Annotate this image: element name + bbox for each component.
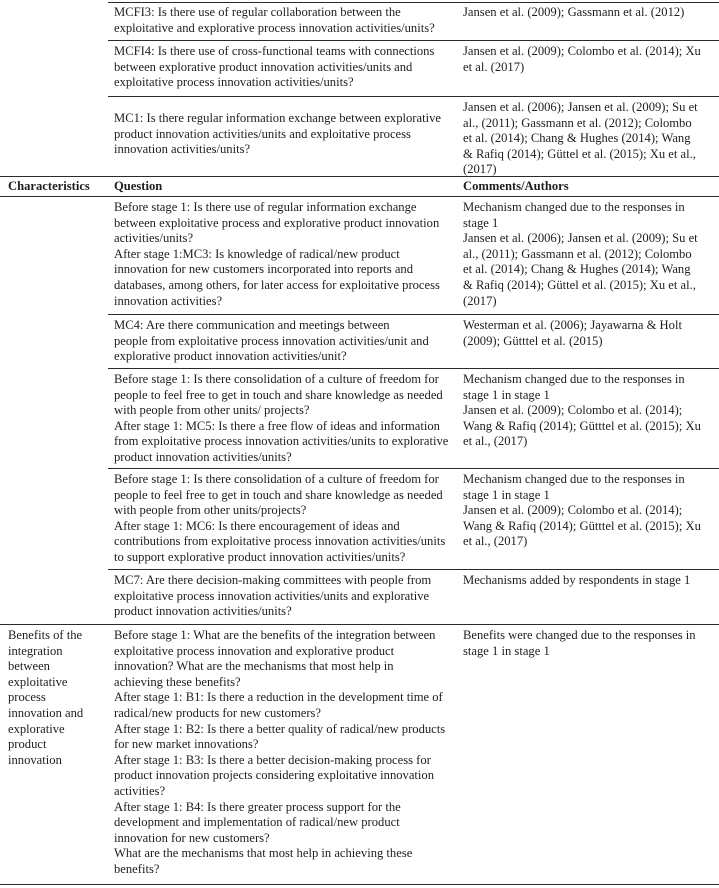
characteristic-cell bbox=[0, 5, 108, 36]
comments-line: Mechanism changed due to the responses in bbox=[463, 200, 685, 214]
question-line: After stage 1: MC5: Is there a free flow of ideas and information bbox=[114, 418, 440, 433]
table-row-mc4 bbox=[0, 318, 719, 365]
table-row-mc1 bbox=[0, 100, 719, 178]
characteristic-cell bbox=[0, 100, 108, 178]
question-line: innovation for new customers incorporated into reports and bbox=[114, 262, 414, 277]
header-question: Question bbox=[114, 179, 163, 193]
comments-line: Benefits were changed due to the responses in bbox=[463, 628, 696, 642]
comments-line: Jansen et al. (2009); Colombo et al. (2014); bbox=[463, 503, 683, 518]
table-row-mc5 bbox=[0, 372, 719, 466]
comments-cell bbox=[454, 372, 719, 466]
question-line: MC4: Are there communication and meetings between bbox=[114, 318, 390, 332]
question-line: MCFI3: Is there use of regular collaboration between the bbox=[114, 5, 401, 19]
table-rule bbox=[108, 2, 719, 3]
question-line: between exploitative process and explorative product innovation bbox=[114, 215, 440, 230]
question-line: with people from other units/projects? bbox=[114, 503, 307, 518]
question-line: between explorative product innovation activities/units and bbox=[114, 59, 413, 74]
question-line: Before stage 1: Is there consolidation of a culture of freedom for bbox=[114, 372, 439, 386]
characteristic-cell bbox=[0, 44, 108, 91]
comments-line: (2017) bbox=[463, 162, 497, 177]
characteristic-line: process bbox=[8, 690, 46, 705]
question-line: MC7: Are there decision-making committees with people from bbox=[114, 573, 432, 587]
characteristic-line: product bbox=[8, 737, 47, 752]
table-header-row bbox=[0, 179, 719, 195]
question-line: Before stage 1: Is there use of regular information exchange bbox=[114, 200, 417, 214]
question-line: activities/units? bbox=[114, 231, 194, 246]
comments-line: stage 1 in stage 1 bbox=[463, 387, 550, 402]
comments-cell bbox=[454, 100, 719, 178]
question-line: contributions from exploitative process innovation activities/units bbox=[114, 534, 446, 549]
table-row-mcfi3 bbox=[0, 5, 719, 36]
characteristic-line: integration bbox=[8, 643, 63, 658]
comments-line: stage 1 in stage 1 bbox=[463, 487, 550, 502]
comments-line: et al. (2014); Chang & Hughes (2014); Wang bbox=[463, 131, 691, 146]
characteristic-line: explorative bbox=[8, 721, 65, 736]
comments-cell bbox=[454, 318, 719, 365]
question-line: to support explorative product innovation activities/units? bbox=[114, 549, 406, 564]
question-line: product innovation activities/units? bbox=[114, 604, 292, 619]
characteristic-line: exploitative bbox=[8, 674, 68, 689]
question-line: After stage 1:MC3: Is knowledge of radical/new product bbox=[114, 246, 400, 261]
question-line: What are the mechanisms that most help in achieving these bbox=[114, 846, 413, 861]
question-line: for new market innovations? bbox=[114, 737, 259, 752]
table-row-mc3 bbox=[0, 200, 719, 309]
question-line: development and implementation of radical/new product bbox=[114, 815, 400, 830]
question-line: innovation activities? bbox=[114, 293, 223, 308]
question-line: Before stage 1: Is there consolidation of a culture of freedom for bbox=[114, 472, 439, 486]
table-rule bbox=[108, 314, 719, 315]
question-cell bbox=[108, 200, 454, 309]
question-line: Before stage 1: What are the benefits of the integration between bbox=[114, 628, 436, 642]
question-line: After stage 1: MC6: Is there encouragement of ideas and bbox=[114, 518, 400, 533]
comments-line: al., (2011); Gassmann et al. (2012); Colombo bbox=[463, 115, 692, 130]
question-cell bbox=[108, 100, 454, 178]
question-cell bbox=[108, 628, 454, 878]
comments-line: (2009); Gütttel et al. (2015) bbox=[463, 333, 603, 348]
question-line: After stage 1: B2: Is there a better quality of radical/new products bbox=[114, 721, 446, 736]
question-line: achieving these benefits? bbox=[114, 674, 241, 689]
question-line: with people from other units/ projects? bbox=[114, 403, 310, 418]
comments-cell bbox=[454, 44, 719, 91]
comments-cell bbox=[454, 472, 719, 566]
question-cell bbox=[108, 472, 454, 566]
characteristic-line: innovation bbox=[8, 752, 62, 767]
question-line: innovation for new customers? bbox=[114, 830, 270, 845]
characteristic-cell bbox=[0, 573, 108, 620]
header-comments: Comments/Authors bbox=[463, 179, 569, 193]
table-row-benefits bbox=[0, 628, 719, 878]
characteristic-cell bbox=[0, 200, 108, 309]
question-cell bbox=[108, 372, 454, 466]
comments-line: Jansen et al. (2009); Colombo et al. (2014); Xu bbox=[463, 44, 701, 58]
question-cell bbox=[108, 44, 454, 91]
question-line: radical/new products for new customers? bbox=[114, 705, 322, 720]
comments-line: Jansen et al. (2006); Jansen et al. (2009); Su et bbox=[463, 231, 698, 246]
comments-line: stage 1 bbox=[463, 215, 499, 230]
question-line: explorative product innovation activities/unit? bbox=[114, 349, 347, 364]
table-rule bbox=[108, 569, 719, 570]
question-line: exploitative process innovation activities/units? bbox=[114, 75, 354, 90]
table-rule bbox=[108, 96, 719, 97]
comments-cell bbox=[454, 5, 719, 36]
question-line: MC1: Is there regular information exchange between explorative bbox=[114, 111, 441, 125]
comments-line: Wang & Rafiq (2014); Gütttel et al. (2015); Xu bbox=[463, 418, 701, 433]
comments-line: & Rafiq (2014); Güttel et al. (2015); Xu et al., bbox=[463, 277, 696, 292]
question-line: people from exploitative process innovation activities/unit and bbox=[114, 333, 429, 348]
table-row-mc7 bbox=[0, 573, 719, 620]
header-characteristics: Characteristics bbox=[8, 179, 90, 193]
table-rule bbox=[0, 884, 719, 885]
question-line: innovation? What are the mechanisms that most help in bbox=[114, 659, 394, 674]
comments-line: Westerman et al. (2006); Jayawarna & Holt bbox=[463, 318, 682, 332]
question-line: MCFI4: Is there use of cross-functional teams with connections bbox=[114, 44, 435, 58]
table-rule bbox=[108, 40, 719, 41]
question-line: activities? bbox=[114, 783, 166, 798]
comments-line: et al. (2017) bbox=[463, 59, 525, 74]
question-line: innovation activities/units? bbox=[114, 142, 251, 157]
question-line: product innovation activities/units and exploitative process bbox=[114, 126, 411, 141]
question-line: from exploitative process innovation activities/units to explorative bbox=[114, 434, 449, 449]
question-line: product innovation projects considering exploitative innovation bbox=[114, 768, 435, 783]
question-line: After stage 1: B3: Is there a better decision-making process for bbox=[114, 752, 431, 767]
question-line: exploitative and explorative process innovation activities/units? bbox=[114, 20, 435, 35]
comments-line: Jansen et al. (2009); Gassmann et al. (2012) bbox=[463, 5, 685, 19]
question-cell bbox=[108, 5, 454, 36]
comments-line: Wang & Rafiq (2014); Gütttel et al. (2015); Xu bbox=[463, 518, 701, 533]
question-cell bbox=[108, 318, 454, 365]
characteristic-line: between bbox=[8, 659, 50, 674]
question-line: exploitative process innovation activities/units and explorative bbox=[114, 588, 430, 603]
table-row-mc6 bbox=[0, 472, 719, 566]
question-line: After stage 1: B1: Is there a reduction in the development time of bbox=[114, 690, 443, 705]
characteristic-cell bbox=[0, 628, 108, 878]
comments-line: et al., (2017) bbox=[463, 434, 528, 449]
comments-line: Jansen et al. (2009); Colombo et al. (2014); bbox=[463, 403, 683, 418]
characteristic-cell bbox=[0, 372, 108, 466]
comments-line: stage 1 in stage 1 bbox=[463, 643, 550, 658]
comments-line: al., (2011); Gassmann et al. (2012); Colombo bbox=[463, 246, 692, 261]
comments-cell bbox=[454, 200, 719, 309]
comments-line: & Rafiq (2014); Güttel et al. (2015); Xu et al., bbox=[463, 146, 696, 161]
table-rule bbox=[108, 468, 719, 469]
table-row-mcfi4 bbox=[0, 44, 719, 91]
table-rule bbox=[0, 196, 719, 197]
question-line: product innovation activities/units? bbox=[114, 449, 292, 464]
comments-line: Mechanism changed due to the responses in bbox=[463, 372, 685, 386]
characteristic-cell bbox=[0, 472, 108, 566]
comments-cell bbox=[454, 628, 719, 878]
characteristic-cell bbox=[0, 318, 108, 365]
comments-line: et al. (2014); Chang & Hughes (2014); Wang bbox=[463, 262, 691, 277]
comments-line: Jansen et al. (2006); Jansen et al. (2009); Su et bbox=[463, 100, 698, 114]
question-line: people to feel free to get in touch and share knowledge as needed bbox=[114, 487, 443, 502]
question-line: people to feel free to get in touch and share knowledge as needed bbox=[114, 387, 443, 402]
comments-line: et al., (2017) bbox=[463, 534, 528, 549]
question-line: benefits? bbox=[114, 861, 160, 876]
table-rule bbox=[0, 176, 719, 177]
comments-line: Mechanisms added by respondents in stage 1 bbox=[463, 573, 691, 587]
comments-line: (2017) bbox=[463, 293, 497, 308]
characteristic-line: Benefits of the bbox=[8, 628, 83, 642]
question-line: After stage 1: B4: Is there greater process support for the bbox=[114, 799, 401, 814]
comments-cell bbox=[454, 573, 719, 620]
table-rule bbox=[108, 368, 719, 369]
question-cell bbox=[108, 573, 454, 620]
comments-line: Mechanism changed due to the responses in bbox=[463, 472, 685, 486]
characteristic-line: innovation and bbox=[8, 705, 84, 720]
question-line: databases, among others, for later access for exploitative process bbox=[114, 277, 440, 292]
table-rule bbox=[0, 624, 719, 625]
question-line: exploitative process innovation and explorative product bbox=[114, 643, 395, 658]
